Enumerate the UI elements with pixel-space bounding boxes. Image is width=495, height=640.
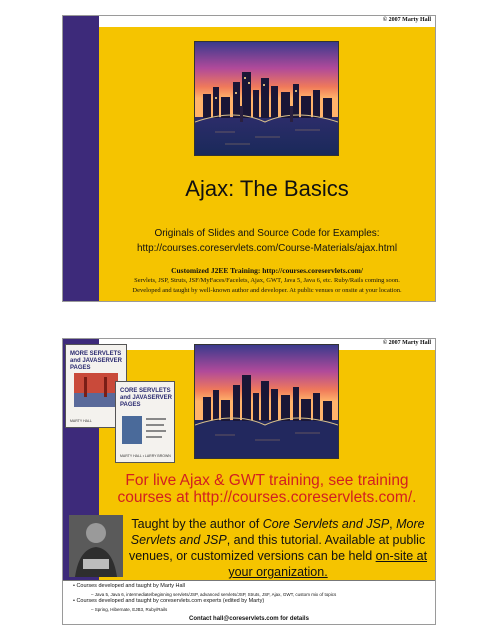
author-photo — [69, 515, 123, 577]
promo-link[interactable]: courses at http://courses.coreservlets.com/. — [117, 489, 417, 506]
taught-text: , — [389, 517, 397, 531]
footer-heading: Customized J2EE Training: http://courses.coreservlets.com/ — [171, 266, 363, 275]
book-cover — [115, 381, 175, 463]
bullet-item: • Courses developed and taught by Marty Hall — [73, 583, 185, 589]
book-art-icon — [122, 416, 168, 444]
author-description — [125, 516, 431, 580]
slide-2 — [62, 338, 436, 625]
book-title: CORE SERVLETS and JAVASERVER PAGES — [120, 388, 173, 408]
bullet-subitem: – Java 5, Java 6, intermediate/beginning servlets/JSP, advanced servlets/JSP, Struts, JSF, Ajax, GWT, custom mix of topics — [91, 592, 337, 597]
slide-subtitle — [99, 226, 435, 256]
book-name: Core Servlets and JSP — [262, 517, 390, 531]
slide-sidebar — [63, 16, 99, 301]
cityscape-image — [194, 344, 339, 459]
subtitle-line: Originals of Slides and Source Code for Examples: — [154, 228, 380, 239]
onsite-text: on-site at your organization. — [228, 549, 428, 579]
copyright-text: © 2007 Marty Hall — [382, 340, 431, 346]
book-author: MARTY HALL • LARRY BROWN — [120, 454, 171, 458]
book-title: MORE SERVLETS and JAVASERVER PAGES — [70, 351, 123, 371]
slide-1 — [62, 15, 436, 302]
footer-line: Developed and taught by well-known author and developer. At public venues or onsite at your location. — [132, 286, 402, 294]
training-footer — [99, 266, 435, 295]
course-materials-link[interactable]: http://courses.coreservlets.com/Course-Materials/ajax.html — [136, 243, 398, 254]
bullet-item: • Courses developed and taught by coreservlets.com experts (edited by Marty) — [73, 598, 265, 604]
footer-line: Servlets, JSP, Struts, JSF/MyFaces/Facelets, Ajax, GWT, Java 5, Java 6, etc. Ruby/Rails coming soon. — [134, 277, 400, 284]
slide-header-bar — [99, 16, 435, 27]
taught-text: , and this tutorial. Available at public venues, or customized versions can be held — [128, 533, 426, 563]
promo-line: For live Ajax & GWT training, see training — [125, 472, 409, 489]
slide-title: Ajax: The Basics — [185, 176, 349, 201]
bridge-icon — [74, 373, 118, 407]
copyright-text: © 2007 Marty Hall — [382, 17, 431, 23]
taught-text: Taught by the author of — [131, 517, 263, 531]
course-list-panel — [63, 580, 435, 625]
contact-line: Contact hall@coreservlets.com for details — [189, 616, 309, 622]
bullet-subitem: – Spring, Hibernate, EJB3, Ruby/Rails — [91, 607, 168, 612]
book-author: MARTY HALL — [70, 419, 92, 423]
book-name: More Servlets and JSP — [130, 517, 425, 547]
cityscape-image — [194, 41, 339, 156]
training-promo — [99, 472, 435, 506]
